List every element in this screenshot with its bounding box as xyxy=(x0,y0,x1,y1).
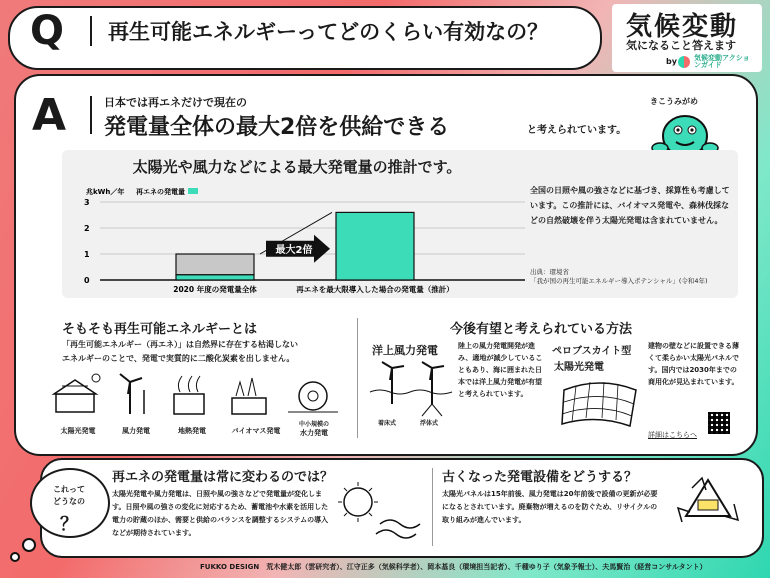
bubble-question-mark: ？ xyxy=(60,514,78,535)
bottom-divider xyxy=(432,468,433,546)
perovskite-panel-icon xyxy=(560,376,640,430)
offshore-title: 洋上風力発電 xyxy=(372,344,438,357)
renewable-title: そもそも再生可能エネルギーとは xyxy=(62,322,258,337)
y-tick-label: 3 xyxy=(84,198,90,207)
y-tick-label: 1 xyxy=(84,250,90,259)
arrow-label: 最大2倍 xyxy=(275,244,313,256)
chart-source xyxy=(530,268,730,286)
bar-total xyxy=(176,254,254,275)
renewable-illustrations xyxy=(48,372,348,424)
bubble-line2: どうなの xyxy=(53,497,85,506)
brand-icon xyxy=(678,56,690,68)
offshore-floating-label: 浮体式 xyxy=(420,420,439,427)
perovskite-body: 建物の壁などに設置できる薄くて柔らかい太陽光パネルです。国内では2030年までの商用化が見込まれています。 xyxy=(648,342,739,386)
x-category-label: 再エネを最大限導入した場合の発電量（推計） xyxy=(296,285,454,294)
recycle-title: 古くなった発電設備をどうする？ xyxy=(442,470,638,485)
legend-label: 再エネの発電量 xyxy=(136,188,185,196)
bubble-dot xyxy=(10,552,20,562)
offshore-fixed-label: 着床式 xyxy=(378,420,397,427)
perovskite-title2: 太陽光発電 xyxy=(554,362,604,373)
perovskite-title1: ペロブスカイト型 xyxy=(552,346,632,357)
label-hydro: 水力発電 xyxy=(300,429,328,437)
bubble-text xyxy=(34,484,104,508)
answer-tail: と考えられています。 xyxy=(527,125,627,136)
answer-line1: 日本では再エネだけで現在の xyxy=(104,96,247,109)
variability-title: 再エネの発電量は常に変わるのでは？ xyxy=(112,470,334,485)
renewable-body2: エネルギーのことで、発電で実質的に二酸化炭素を出しません。 xyxy=(62,354,295,363)
question-letter: Q xyxy=(30,8,65,54)
chart-note: 全国の日照や風の強さなどに基づき、採算性も考慮しています。この推計には、バイオマス発電や、森林伐採などの自然破壊を伴う太陽光発電は含まれていません。 xyxy=(530,186,730,225)
y-tick-label: 2 xyxy=(84,224,90,233)
geothermal-icon xyxy=(174,376,204,414)
label-geothermal: 地熱発電 xyxy=(178,427,206,435)
sun-wind-icon xyxy=(332,480,422,546)
question-text: 再生可能エネルギーってどのくらい有効なの？ xyxy=(108,20,549,44)
section-divider xyxy=(357,318,358,438)
y-axis-label: 兆kWh／年 xyxy=(86,188,125,196)
bar-renewable xyxy=(176,275,254,280)
divider xyxy=(90,96,92,134)
label-hydro-small: 中小規模の xyxy=(298,421,329,428)
variability-body: 太陽光発電や風力発電は、日照や風の強さなどで発電量が変化します。日照や風の強さの変化に対応するため、蓄電池や水素を活用した電力の貯蔵のほか、需要と供給のバランスを調整するシステムの導入などが期待されています。 xyxy=(112,490,329,537)
wind-icon xyxy=(120,374,144,414)
label-wind: 風力発電 xyxy=(122,427,150,435)
divider xyxy=(90,16,92,46)
answer-headline: 発電量全体の最大2倍を供給できる xyxy=(104,115,450,140)
hydro-icon xyxy=(288,382,338,412)
answer-letter: A xyxy=(32,90,67,141)
x-category-label: 2020 年度の発電量全体 xyxy=(173,285,257,294)
legend-swatch xyxy=(188,188,198,194)
offshore-wind-icon xyxy=(368,360,456,418)
qr-code[interactable] xyxy=(708,412,730,434)
logo-title: 気候変動 xyxy=(626,12,739,42)
mascot-name: きこうみがめ xyxy=(650,97,698,106)
bar-renewable xyxy=(336,212,414,280)
source-doc: 「我が国の再生可能エネルギー導入ポテンシャル」(令和4年) xyxy=(530,277,708,285)
chart-title: 太陽光や風力などによる最大発電量の推計です。 xyxy=(132,158,462,176)
future-title: 今後有望と考えられている方法 xyxy=(450,322,633,337)
biomass-icon xyxy=(232,378,266,414)
footer-credits: FUKKO DESIGN 荒木健太郎（雲研究者）、江守正多（気候科学者）、岡本基良（環境担当記者）、千種ゆり子（気象予報士）、夫馬賢治（経営コンサルタント） xyxy=(200,563,707,571)
logo-subtitle: 気になること答えます xyxy=(626,39,736,52)
y-tick-label: 0 xyxy=(84,276,90,285)
recycle-body: 太陽光パネルは15年前後、風力発電は20年前後で設備の更新が必要になるとされています。廃棄物が増えるのを防ぐため、リサイクルの取り組みが進んでいます。 xyxy=(442,490,658,524)
bubble-dot xyxy=(22,538,36,552)
logo-by: by xyxy=(666,57,677,66)
offshore-body: 陸上の風力発電開発が進み、適地が減少していることもあり、海に囲まれた日本では洋上風力発電が有望と考えられています。 xyxy=(458,342,543,398)
renewable-body1: 「再生可能エネルギー（再エネ）」は自然界に存在する枯渇しない xyxy=(62,340,298,349)
details-link[interactable]: 詳細はこちらへ xyxy=(648,431,697,439)
source-label: 出典：環境省 xyxy=(530,268,569,276)
label-solar: 太陽光発電 xyxy=(60,427,96,435)
bar-chart xyxy=(70,180,530,296)
solar-icon xyxy=(54,374,100,412)
label-biomass: バイオマス発電 xyxy=(231,427,281,435)
logo-brand: 気候変動アクションガイド xyxy=(694,54,750,69)
bubble-line1: これって xyxy=(53,485,85,494)
recycle-icon xyxy=(672,474,744,540)
